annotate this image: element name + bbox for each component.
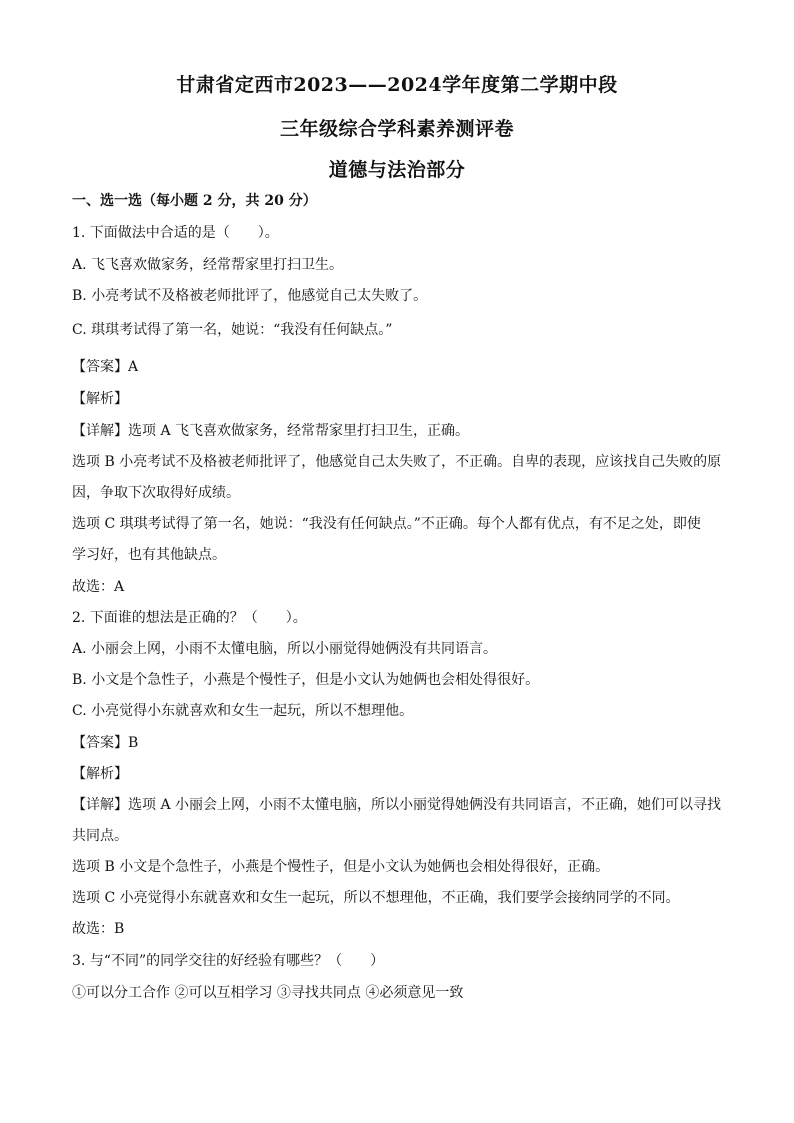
detail-1c: 选项 C 琪琪考试得了第一名，她说：“我没有任何缺点。”不正确。每个人都有优点，有不足之处，即使: [72, 516, 701, 532]
choice-2: 故选：B: [72, 921, 125, 937]
detail-1b: 选项 B 小亮考试不及格被老师批评了，他感觉自己太失败了，不正确。自卑的表现，应该找自己失败的原: [72, 454, 722, 470]
answer-2: 【答案】B: [72, 735, 139, 751]
option-1c: C. 琪琪考试得了第一名，她说：“我没有任何缺点。”: [72, 322, 393, 338]
question-2: 2. 下面谁的想法是正确的？（ ）。: [72, 610, 307, 626]
option-2a: A. 小丽会上网，小雨不太懂电脑，所以小丽觉得她俩没有共同语言。: [72, 641, 498, 657]
option-1a: A. 飞飞喜欢做家务，经常帮家里打扫卫生。: [72, 257, 344, 273]
detail-2b: 选项 B 小文是个急性子，小燕是个慢性子，但是小文认为她俩也会相处得很好，正确。: [72, 859, 610, 875]
answer-1: 【答案】A: [72, 359, 139, 375]
option-2b: B. 小文是个急性子，小燕是个慢性子，但是小文认为她俩也会相处得很好。: [72, 672, 540, 688]
question-3-options: ①可以分工合作 ②可以互相学习 ③寻找共同点 ④必须意见一致: [72, 985, 464, 1001]
choice-1: 故选：A: [72, 579, 125, 595]
question-1: 1. 下面做法中合适的是（ ）。: [72, 225, 279, 241]
detail-1c-cont: 学习好，也有其他缺点。: [72, 547, 226, 563]
document-subtitle: 三年级综合学科素养测评卷: [279, 118, 514, 140]
detail-2c: 选项 C 小亮觉得小东就喜欢和女生一起玩，所以不想理他，不正确，我们要学会接纳同学的不同。: [72, 890, 680, 906]
section-heading: 一、选一选（每小题 2 分，共 20 分）: [72, 193, 317, 209]
analysis-label-2: 【解析】: [72, 766, 128, 782]
option-2c: C. 小亮觉得小东就喜欢和女生一起玩，所以不想理他。: [72, 703, 414, 719]
option-1b: B. 小亮考试不及格被老师批评了，他感觉自己太失败了。: [72, 288, 428, 304]
detail-1a: 【详解】选项 A 飞飞喜欢做家务，经常帮家里打扫卫生，正确。: [72, 423, 470, 439]
document-title: 甘肃省定西市2023——2024学年度第二学期中段: [176, 74, 618, 96]
analysis-label-1: 【解析】: [72, 391, 128, 407]
question-3: 3. 与“不同”的同学交往的好经验有哪些？（ ）: [72, 953, 385, 969]
detail-2a-cont: 共同点。: [72, 828, 128, 844]
detail-1b-cont: 因，争取下次取得好成绩。: [72, 485, 240, 501]
section-title: 道德与法治部分: [328, 159, 466, 181]
detail-2a: 【详解】选项 A 小丽会上网，小雨不太懂电脑，所以小丽觉得她俩没有共同语言，不正确，她们可以寻找: [72, 797, 722, 813]
